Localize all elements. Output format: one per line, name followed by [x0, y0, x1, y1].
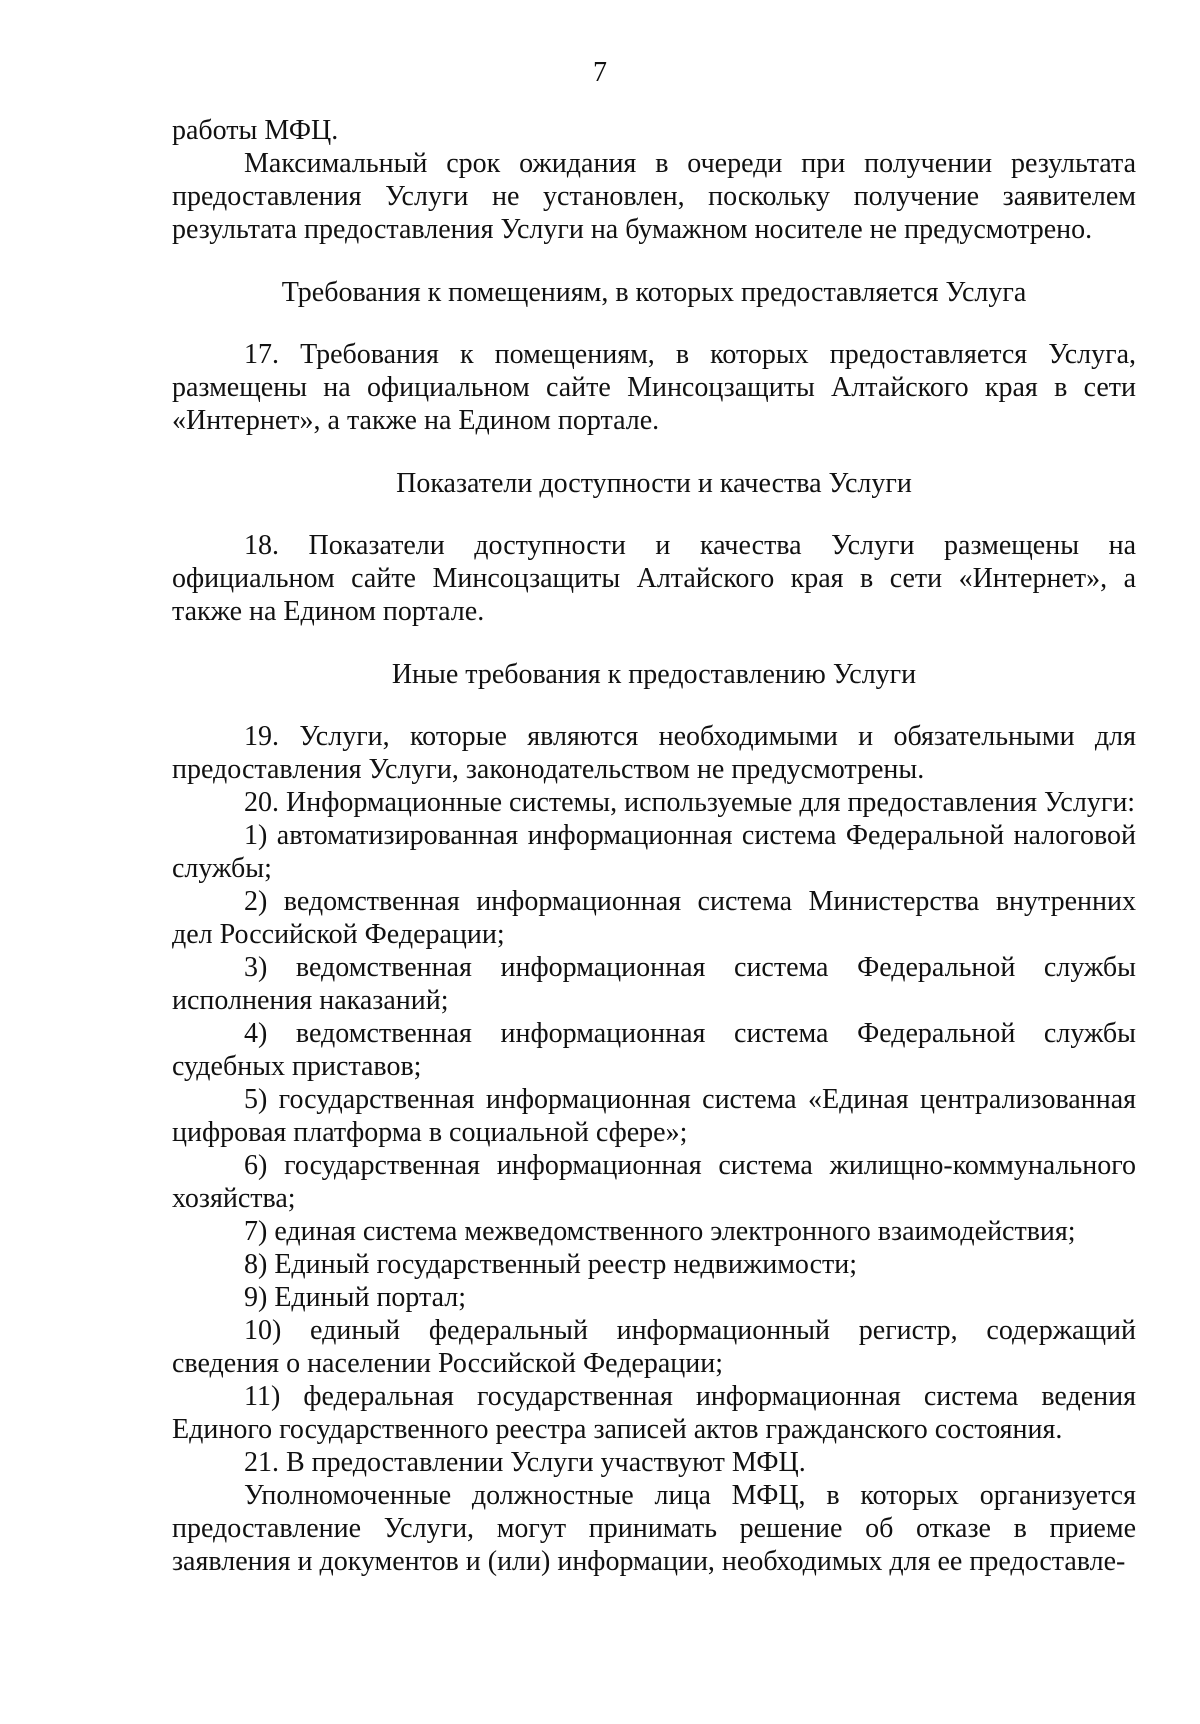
page-number: 7: [593, 57, 607, 88]
paragraph: Максимальный срок ожидания в очереди при получении результата предоставления Услуги не установлен, поскольку получение заявителем результата предоставления Услуги на бумажном носителе не предусмотрено.: [172, 148, 1136, 245]
paragraph: 7) единая система межведомственного электронного взаимодействия;: [244, 1216, 1076, 1247]
paragraph: 9) Единый портал;: [244, 1282, 467, 1313]
paragraph: 19. Услуги, которые являются необходимыми и обязательными для предоставления Услуги, законодательством не предусмотрены.: [172, 721, 1136, 785]
paragraph: 20. Информационные системы, используемые для предоставления Услуги:: [244, 787, 1136, 818]
paragraph: 3) ведомственная информационная система Федеральной службы исполнения наказаний;: [172, 952, 1136, 1016]
paragraph: 10) единый федеральный информационный регистр, содержащий сведения о населении Российской Федерации;: [172, 1315, 1136, 1379]
paragraph: 11) федеральная государственная информационная система ведения Единого государственного реестра записей актов гражданского состояния.: [172, 1381, 1136, 1445]
paragraph: 6) государственная информационная система жилищно-коммунального хозяйства;: [172, 1150, 1136, 1214]
paragraph: Уполномоченные должностные лица МФЦ, в которых организуется предоставление Услуги, могут принимать решение об отказе в приеме заявления и документов и (или) информации, необходимых для ее предоставле-: [172, 1480, 1136, 1577]
paragraph: 5) государственная информационная система «Единая централизованная цифровая платформа в социальной сфере»;: [172, 1084, 1136, 1148]
paragraph: 8) Единый государственный реестр недвижимости;: [244, 1249, 858, 1280]
paragraph: 1) автоматизированная информационная система Федеральной налоговой службы;: [172, 820, 1136, 884]
section-heading: Иные требования к предоставлению Услуги: [391, 659, 917, 690]
paragraph: 21. В предоставлении Услуги участвуют МФЦ.: [244, 1447, 806, 1478]
paragraph: работы МФЦ.: [172, 115, 339, 146]
document-body: [172, 114, 1136, 1578]
paragraph: 18. Показатели доступности и качества Услуги размещены на официальном сайте Минсоцзащиты Алтайского края в сети «Интернет», а также на Едином портале.: [172, 530, 1136, 627]
paragraph: 17. Требования к помещениям, в которых предоставляется Услуга, размещены на официальном сайте Минсоцзащиты Алтайского края в сети «Интернет», а также на Едином портале.: [172, 339, 1136, 436]
section-heading: Показатели доступности и качества Услуги: [396, 468, 912, 499]
paragraph: 2) ведомственная информационная система Министерства внутренних дел Российской Федерации;: [172, 886, 1136, 950]
section-heading: Требования к помещениям, в которых предоставляется Услуга: [281, 277, 1027, 308]
paragraph: 4) ведомственная информационная система Федеральной службы судебных приставов;: [172, 1018, 1136, 1082]
